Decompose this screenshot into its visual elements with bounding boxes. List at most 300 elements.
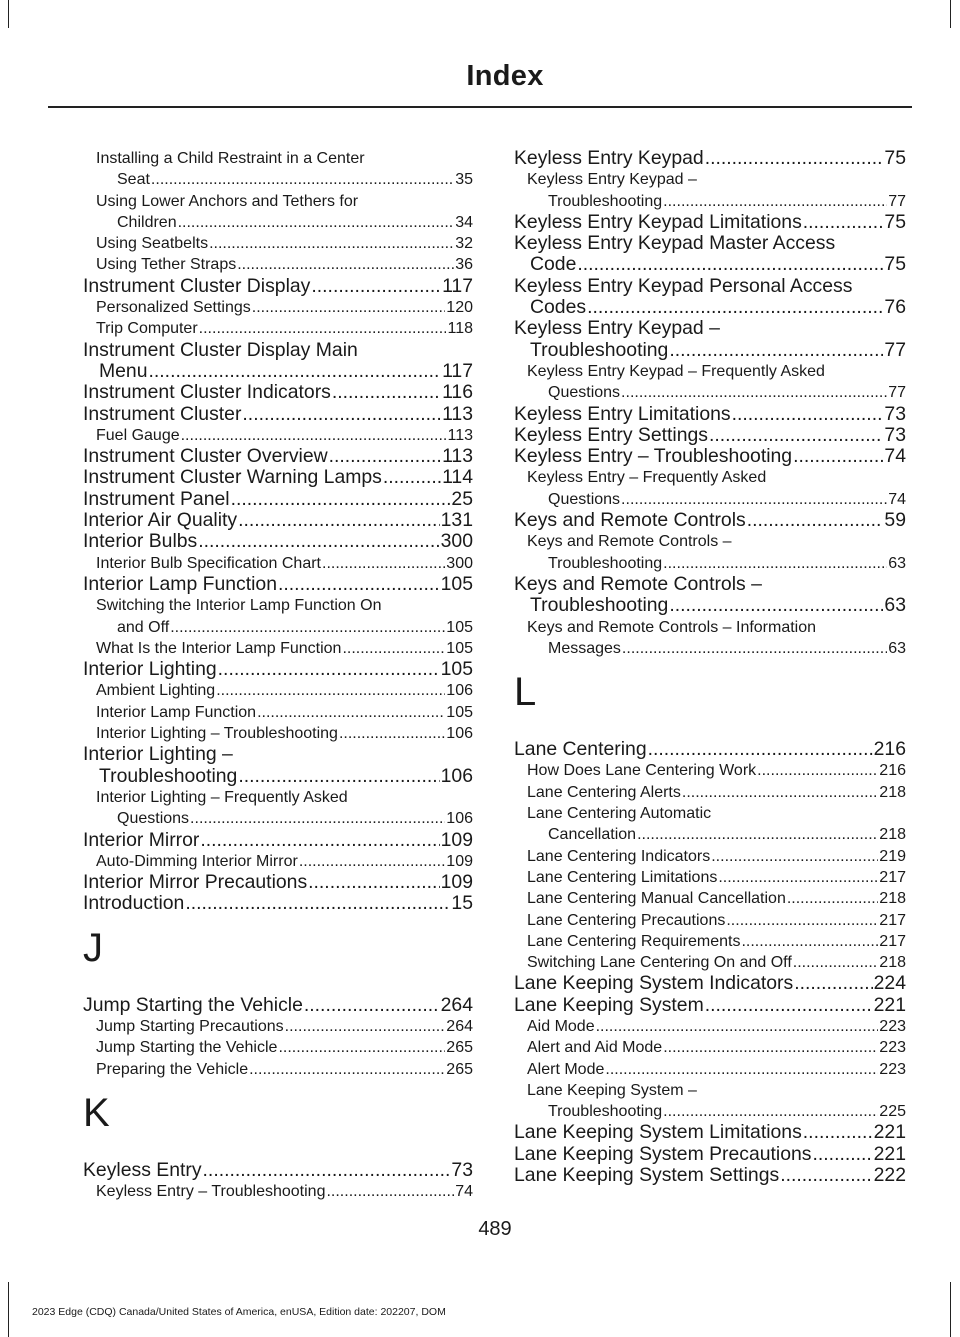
dot-leader <box>383 467 441 488</box>
entry-row <box>96 1059 473 1080</box>
index-entry[interactable] <box>514 574 906 617</box>
entry-row <box>83 489 473 510</box>
entry-row <box>514 995 906 1016</box>
dot-leader <box>709 425 883 446</box>
entry-row <box>96 553 473 574</box>
entry-text: Lane Centering Indicators <box>527 847 711 865</box>
entry-text: Ambient Lighting <box>96 682 216 700</box>
index-entry[interactable] <box>83 404 473 425</box>
entry-text-line1: Keys and Remote Controls – <box>514 572 762 595</box>
dot-leader <box>329 446 441 467</box>
index-entry[interactable] <box>514 404 906 425</box>
index-entry[interactable] <box>83 995 473 1016</box>
entry-text: Lane Keeping System Limitations <box>514 1121 802 1144</box>
entry-page-number: 63 <box>884 594 906 617</box>
index-subentry[interactable] <box>83 233 473 254</box>
dot-leader <box>342 638 445 659</box>
entry-page-number: 223 <box>879 1017 906 1035</box>
entry-row <box>527 638 906 659</box>
entry-row <box>83 893 473 914</box>
crop-mark-top-left <box>8 0 9 28</box>
entry-row <box>96 233 473 254</box>
entry-text: Troubleshooting <box>548 192 663 210</box>
dot-leader <box>787 888 878 909</box>
entry-row <box>527 191 906 212</box>
index-subentry[interactable] <box>514 1037 906 1058</box>
index-subentry[interactable] <box>83 595 473 638</box>
entry-text: Lane Keeping System Settings <box>514 1164 780 1187</box>
dot-leader <box>209 233 454 254</box>
entry-page-number: 265 <box>446 1039 473 1057</box>
index-entry[interactable] <box>514 973 906 994</box>
index-subentry[interactable] <box>514 1080 906 1123</box>
index-subentry[interactable] <box>83 702 473 723</box>
dot-leader <box>322 553 445 574</box>
dot-leader <box>726 910 878 931</box>
entry-page-number: 73 <box>884 402 906 425</box>
dot-leader <box>311 276 441 297</box>
entry-page-number: 73 <box>884 423 906 446</box>
entry-row <box>527 1037 906 1058</box>
entry-page-number: 75 <box>884 147 906 169</box>
entry-row <box>83 510 473 531</box>
dot-leader <box>605 1059 878 1080</box>
crop-mark-bottom-left <box>8 1282 9 1337</box>
entry-text: Codes <box>530 296 587 319</box>
entry-row <box>96 254 473 275</box>
entry-page-number: 113 <box>447 426 473 444</box>
entry-row <box>83 872 473 893</box>
entry-row <box>514 446 906 467</box>
entry-text: Switching Lane Centering On and Off <box>527 954 792 972</box>
dot-leader <box>200 830 439 851</box>
index-entry[interactable] <box>514 1144 906 1165</box>
index-subentry[interactable] <box>83 723 473 744</box>
index-subentry[interactable] <box>83 851 473 872</box>
dot-leader <box>308 872 440 893</box>
index-subentry[interactable] <box>514 1059 906 1080</box>
dot-leader <box>621 489 887 510</box>
index-subentry[interactable] <box>514 952 906 973</box>
dot-leader <box>151 169 454 190</box>
entry-row <box>527 846 906 867</box>
dot-leader <box>285 1016 446 1037</box>
index-subentry[interactable] <box>83 148 473 191</box>
dot-leader <box>813 1144 873 1165</box>
entry-row <box>83 361 473 382</box>
entry-text: Lane Centering Precautions <box>527 911 726 929</box>
entry-text: How Does Lane Centering Work <box>527 762 757 780</box>
index-entry[interactable] <box>514 510 906 531</box>
dot-leader <box>249 1059 445 1080</box>
entry-page-number: 223 <box>879 1060 906 1078</box>
entry-page-number: 222 <box>873 1164 906 1187</box>
entry-text: Interior Lighting <box>83 658 217 681</box>
entry-page-number: 75 <box>884 253 906 276</box>
index-section-letter: L <box>514 670 537 715</box>
entry-text: Introduction <box>83 892 185 915</box>
entry-row <box>83 404 473 425</box>
index-entry[interactable] <box>83 489 473 510</box>
entry-text: Questions <box>548 384 621 402</box>
entry-row <box>83 1160 473 1181</box>
index-subentry[interactable] <box>514 467 906 510</box>
entry-text: Questions <box>548 490 621 508</box>
entry-page-number: 218 <box>879 783 906 801</box>
entry-row <box>514 148 906 169</box>
index-subentry[interactable] <box>514 361 906 404</box>
index-subentry[interactable] <box>514 760 906 781</box>
entry-text: Lane Centering Manual Cancellation <box>527 890 786 908</box>
entry-text: Interior Bulb Specification Chart <box>96 554 321 572</box>
entry-row <box>83 995 473 1016</box>
entry-page-number: 300 <box>446 554 473 572</box>
entry-text: Lane Keeping System Precautions <box>514 1142 812 1165</box>
entry-row <box>96 1181 473 1202</box>
dot-leader <box>711 846 878 867</box>
entry-text: Interior Lamp Function <box>96 703 257 721</box>
entry-page-number: 77 <box>888 384 906 402</box>
dot-leader <box>203 1160 451 1181</box>
index-subentry[interactable] <box>514 531 906 574</box>
dot-leader <box>278 1037 445 1058</box>
entry-row <box>96 318 473 339</box>
entry-page-number: 117 <box>442 359 473 382</box>
dot-leader <box>252 297 446 318</box>
entry-text: Interior Lamp Function <box>83 572 278 595</box>
index-entry[interactable] <box>514 425 906 446</box>
index-subentry[interactable] <box>514 846 906 867</box>
entry-text: Keyless Entry Keypad Limitations <box>514 210 802 233</box>
entry-text: Interior Air Quality <box>83 509 238 532</box>
dot-leader <box>181 425 447 446</box>
entry-page-number: 75 <box>884 210 906 233</box>
dot-leader <box>803 1122 873 1143</box>
entry-row <box>96 1016 473 1037</box>
entry-page-number: 77 <box>884 338 906 361</box>
entry-page-number: 218 <box>879 890 906 908</box>
entry-text: and Off <box>117 618 170 636</box>
entry-row <box>514 973 906 994</box>
dot-leader <box>747 510 884 531</box>
dot-leader <box>718 867 878 888</box>
entry-text-line1: Keyless Entry Keypad – <box>514 317 720 340</box>
dot-leader <box>577 254 883 275</box>
index-subentry[interactable] <box>83 425 473 446</box>
dot-leader <box>663 1101 878 1122</box>
entry-text-line1: Lane Keeping System – <box>527 1081 697 1099</box>
entry-page-number: 105 <box>440 572 473 595</box>
entry-row <box>83 276 473 297</box>
entry-text: Lane Centering Requirements <box>527 932 741 950</box>
entry-row <box>514 297 906 318</box>
entry-row <box>96 702 473 723</box>
entry-page-number: 118 <box>447 320 473 338</box>
dot-leader <box>238 766 439 787</box>
entry-row <box>96 1037 473 1058</box>
entry-page-number: 264 <box>446 1017 473 1035</box>
entry-row <box>514 1165 906 1186</box>
index-subentry[interactable] <box>514 169 906 212</box>
entry-row <box>527 888 906 909</box>
index-entry[interactable] <box>514 233 906 276</box>
index-entry[interactable] <box>83 659 473 680</box>
entry-row <box>96 212 473 233</box>
entry-page-number: 224 <box>873 972 906 995</box>
entry-row <box>527 1016 906 1037</box>
dot-leader <box>637 824 878 845</box>
index-entry[interactable] <box>83 446 473 467</box>
entry-text-line1: Keyless Entry Keypad – <box>527 171 697 189</box>
entry-text: Jump Starting Precautions <box>96 1017 284 1035</box>
index-entry[interactable] <box>83 467 473 488</box>
entry-page-number: 34 <box>455 213 473 231</box>
index-subentry[interactable] <box>514 803 906 846</box>
dot-leader <box>741 931 878 952</box>
entry-row <box>527 382 906 403</box>
entry-text-line1: Keys and Remote Controls – Information <box>527 618 817 636</box>
entry-row <box>514 739 906 760</box>
entry-page-number: 105 <box>446 639 473 657</box>
index-subentry[interactable] <box>514 867 906 888</box>
entry-page-number: 63 <box>888 639 906 657</box>
index-section-letter: J <box>83 925 103 970</box>
entry-text-line1: Keyless Entry Keypad Master Access <box>514 232 836 255</box>
page-number: 489 <box>478 1218 512 1240</box>
entry-text-line1: Interior Lighting – Frequently Asked <box>96 788 348 806</box>
entry-text-line1: Keyless Entry Keypad – Frequently Asked <box>527 362 825 380</box>
index-subentry[interactable] <box>83 680 473 701</box>
entry-page-number: 113 <box>442 402 473 425</box>
entry-text-line1: Installing a Child Restraint in a Center <box>96 150 365 167</box>
dot-leader <box>705 148 884 169</box>
index-entry[interactable] <box>83 382 473 403</box>
entry-row <box>96 617 473 638</box>
entry-page-number: 113 <box>442 445 473 468</box>
index-entry[interactable] <box>83 531 473 552</box>
entry-text: Messages <box>548 639 621 657</box>
entry-row <box>83 446 473 467</box>
entry-page-number: 114 <box>442 466 473 489</box>
entry-row <box>527 760 906 781</box>
entry-page-number: 117 <box>442 274 473 297</box>
dot-leader <box>780 1165 872 1186</box>
entry-row <box>96 851 473 872</box>
index-entry[interactable] <box>514 1165 906 1186</box>
dot-leader <box>622 638 887 659</box>
dot-leader <box>218 659 440 680</box>
dot-leader <box>663 1037 878 1058</box>
entry-text: Lane Keeping System Indicators <box>514 972 794 995</box>
entry-text: Keyless Entry Settings <box>514 423 708 446</box>
index-entry[interactable] <box>514 995 906 1016</box>
entry-text-line1: Interior Lighting – <box>83 743 233 766</box>
dot-leader <box>237 254 454 275</box>
index-entry[interactable] <box>83 744 473 787</box>
entry-page-number: 109 <box>440 828 473 851</box>
index-entry[interactable] <box>514 318 906 361</box>
index-subentry[interactable] <box>83 638 473 659</box>
entry-row <box>83 574 473 595</box>
index-subentry[interactable] <box>514 888 906 909</box>
entry-page-number: 223 <box>879 1039 906 1057</box>
entry-row <box>514 404 906 425</box>
entry-text: Code <box>530 253 577 276</box>
dot-leader <box>596 1016 879 1037</box>
index-subentry[interactable] <box>514 782 906 803</box>
entry-page-number: 109 <box>446 852 473 870</box>
entry-row <box>527 489 906 510</box>
entry-text: Keyless Entry – Troubleshooting <box>96 1183 326 1201</box>
index-entry[interactable] <box>514 212 906 233</box>
index-subentry[interactable] <box>514 617 906 660</box>
entry-row <box>83 382 473 403</box>
entry-page-number: 131 <box>440 509 473 532</box>
index-column-right <box>514 148 906 1186</box>
crop-mark-bottom-right <box>950 1282 951 1337</box>
entry-text: Keyless Entry Limitations <box>514 402 731 425</box>
index-entry[interactable] <box>514 148 906 169</box>
entry-text: Troubleshooting <box>530 594 669 617</box>
entry-text: Preparing the Vehicle <box>96 1060 249 1078</box>
index-entry[interactable] <box>83 510 473 531</box>
entry-row <box>514 595 906 616</box>
entry-page-number: 225 <box>879 1103 906 1121</box>
index-entry[interactable] <box>83 340 473 383</box>
entry-row <box>96 680 473 701</box>
entry-text: Alert Mode <box>527 1060 605 1078</box>
header-rule <box>48 106 912 108</box>
dot-leader <box>663 191 887 212</box>
index-subentry[interactable] <box>83 1059 473 1080</box>
index-entry[interactable] <box>514 739 906 760</box>
index-entry[interactable] <box>514 446 906 467</box>
index-subentry[interactable] <box>83 1016 473 1037</box>
entry-text-line1: Keys and Remote Controls – <box>527 533 732 551</box>
entry-page-number: 106 <box>446 682 473 700</box>
index-entry[interactable] <box>514 1122 906 1143</box>
index-entry[interactable] <box>514 276 906 319</box>
entry-row <box>514 212 906 233</box>
entry-row <box>514 340 906 361</box>
dot-leader <box>732 404 884 425</box>
entry-text-line1: Switching the Interior Lamp Function On <box>96 597 382 615</box>
index-subentry[interactable] <box>83 787 473 830</box>
entry-page-number: 105 <box>446 703 473 721</box>
index-entry[interactable] <box>83 574 473 595</box>
entry-row <box>96 723 473 744</box>
entry-text: Instrument Panel <box>83 487 230 510</box>
index-column-left <box>83 148 473 1202</box>
index-subentry[interactable] <box>514 910 906 931</box>
entry-page-number: 36 <box>455 256 473 274</box>
dot-leader <box>304 995 440 1016</box>
index-subentry[interactable] <box>83 553 473 574</box>
entry-page-number: 217 <box>879 932 906 950</box>
entry-text: Fuel Gauge <box>96 426 180 444</box>
dot-leader <box>757 760 878 781</box>
dot-leader <box>190 808 445 829</box>
entry-text-line1: Using Lower Anchors and Tethers for <box>96 192 359 210</box>
index-subentry[interactable] <box>514 1016 906 1037</box>
entry-row <box>527 1059 906 1080</box>
index-entry[interactable] <box>83 872 473 893</box>
index-entry[interactable] <box>83 1160 473 1181</box>
entry-text-line1: Instrument Cluster Display Main <box>83 338 358 361</box>
index-subentry[interactable] <box>83 1037 473 1058</box>
entry-text-line1: Keyless Entry Keypad Personal Access <box>514 274 853 297</box>
dot-leader <box>170 617 445 638</box>
entry-row <box>527 782 906 803</box>
index-entry[interactable] <box>83 893 473 914</box>
dot-leader <box>198 531 439 552</box>
entry-text: Questions <box>117 810 190 828</box>
dot-leader <box>587 297 883 318</box>
entry-row <box>527 931 906 952</box>
entry-page-number: 109 <box>440 871 473 894</box>
dot-leader <box>278 574 440 595</box>
entry-page-number: 105 <box>446 618 473 636</box>
entry-page-number: 32 <box>455 235 473 253</box>
entry-page-number: 105 <box>440 658 473 681</box>
entry-text: Jump Starting the Vehicle <box>83 993 303 1016</box>
dot-leader <box>339 723 445 744</box>
dot-leader <box>149 361 442 382</box>
dot-leader <box>803 212 884 233</box>
dot-leader <box>185 893 450 914</box>
entry-page-number: 106 <box>440 764 473 787</box>
dot-leader <box>332 382 441 403</box>
entry-text: Children <box>117 213 177 231</box>
index-section-letter: K <box>83 1090 110 1135</box>
index-subentry[interactable] <box>83 297 473 318</box>
entry-row <box>527 867 906 888</box>
index-subentry[interactable] <box>83 254 473 275</box>
entry-row <box>514 1122 906 1143</box>
entry-row <box>96 169 473 190</box>
dot-leader <box>793 446 883 467</box>
entry-row <box>83 659 473 680</box>
dot-leader <box>648 739 873 760</box>
dot-leader <box>178 212 455 233</box>
entry-text-line1: Lane Centering Automatic <box>527 805 712 823</box>
entry-text: Troubleshooting <box>548 554 663 572</box>
dot-leader <box>705 995 873 1016</box>
entry-row <box>83 830 473 851</box>
dot-leader <box>257 702 445 723</box>
entry-row <box>527 1101 906 1122</box>
entry-page-number: 77 <box>888 192 906 210</box>
dot-leader <box>793 952 879 973</box>
entry-page-number: 217 <box>879 868 906 886</box>
entry-text: Interior Lighting – Troubleshooting <box>96 725 338 743</box>
entry-text: Keyless Entry – Troubleshooting <box>514 445 793 468</box>
entry-text: Instrument Cluster Overview <box>83 445 328 468</box>
index-entry[interactable] <box>83 830 473 851</box>
entry-text: Personalized Settings <box>96 299 251 317</box>
entry-page-number: 74 <box>888 490 906 508</box>
index-entry[interactable] <box>83 276 473 297</box>
index-subentry[interactable] <box>83 318 473 339</box>
index-subentry[interactable] <box>514 931 906 952</box>
entry-text: Jump Starting the Vehicle <box>96 1039 278 1057</box>
entry-row <box>527 824 906 845</box>
dot-leader <box>621 382 887 403</box>
entry-text: Instrument Cluster Display <box>83 274 311 297</box>
index-subentry[interactable] <box>83 191 473 234</box>
dot-leader <box>299 851 445 872</box>
index-subentry[interactable] <box>83 1181 473 1202</box>
